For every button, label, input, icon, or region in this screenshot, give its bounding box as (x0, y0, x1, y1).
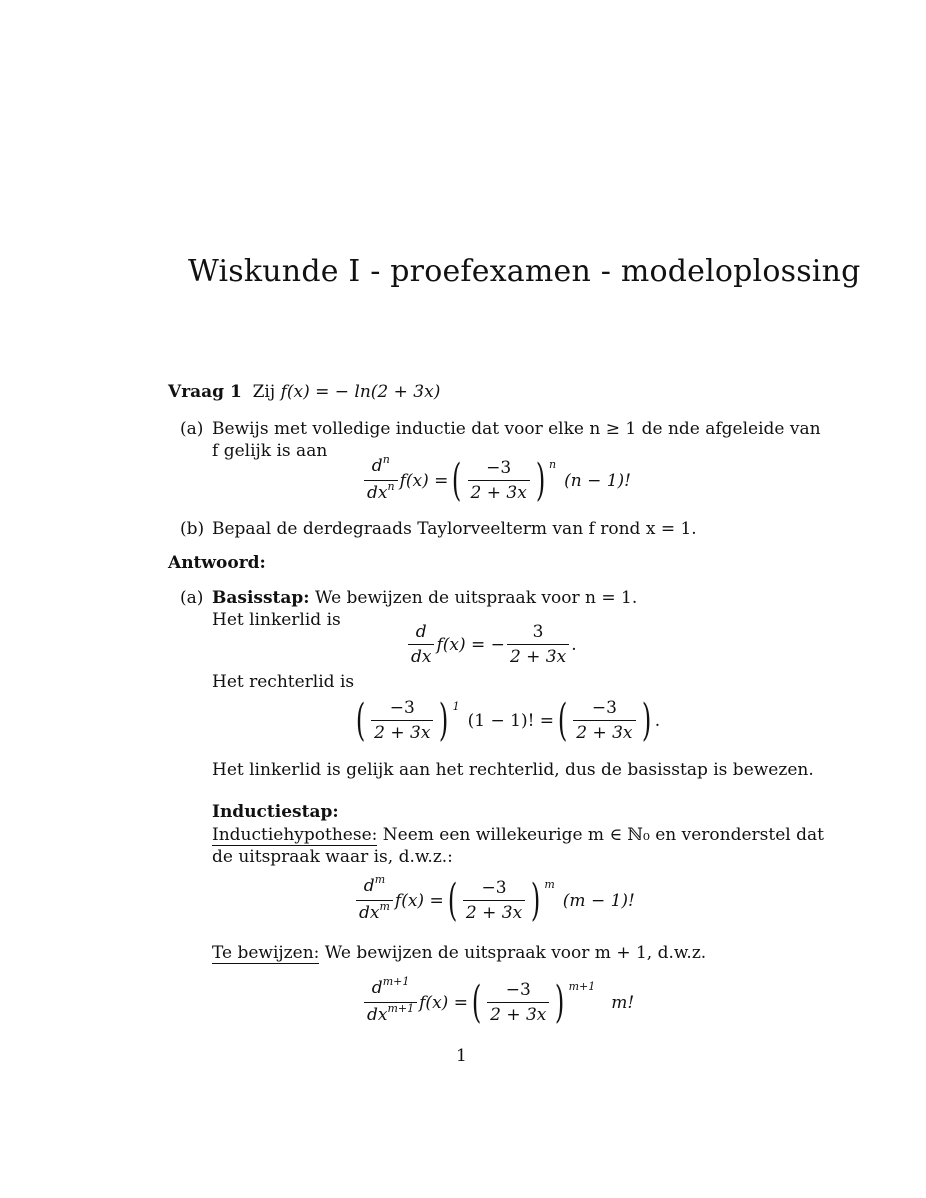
hypothesis-line2: de uitspraak waar is, d.w.z.: (212, 847, 453, 867)
induction-label: Inductiestap: (212, 802, 339, 822)
prove-label: Te bewijzen: (212, 943, 320, 963)
basis-label: Basisstap: (212, 588, 310, 608)
formula-prove: $\frac{d^{m+1}}{dx^{m+1}}$ f(x) = ( $\frac{-3}{2 + 3x}$ ) m+1 m! (362, 978, 634, 1027)
formula-left: $\frac{d}{dx}$ f(x) = − $\frac{3}{2 + 3x}$ . (406, 622, 577, 667)
answer-heading: Antwoord: (168, 553, 266, 573)
formula-hypothesis: $\frac{d^m}{dx^m}$ f(x) = ( $\frac{-3}{2 + 3x}$ ) m (m − 1)! (354, 876, 635, 925)
hypothesis-line (212, 824, 824, 846)
hypothesis-label: Inductiehypothese: (212, 825, 378, 845)
formula-main: $\frac{d^n}{dx^n}$ f(x) = ( $\frac{-3}{2 + 3x}$ ) n (n − 1)! (362, 456, 631, 505)
question-intro: Zij (252, 382, 276, 402)
part-b-label: (b) (180, 519, 205, 539)
page-number: 1 (456, 1046, 467, 1066)
question-label: Vraag 1 (168, 382, 242, 402)
part-a-line1: Bewijs met volledige inductie dat voor elke n ≥ 1 de nde afgeleide van (212, 419, 821, 439)
basis-text: We bewijzen de uitspraak voor n = 1. (315, 588, 638, 608)
question-function: f(x) = − ln(2 + 3x) (280, 382, 441, 402)
question-line (168, 381, 440, 403)
prove-line (212, 942, 706, 964)
basis-line (212, 587, 637, 609)
right-intro: Het rechterlid is (212, 672, 355, 692)
hypothesis-text: Neem een willekeurige m ∈ ℕ₀ en veronderstel dat (382, 825, 824, 845)
left-intro: Het linkerlid is (212, 610, 341, 630)
basis-conclusion: Het linkerlid is gelijk aan het rechterlid, dus de basisstap is bewezen. (212, 760, 814, 780)
part-b-text: Bepaal de derdegraads Taylorveelterm van f rond x = 1. (212, 519, 697, 539)
answer-a-label: (a) (180, 588, 204, 608)
prove-text: We bewijzen de uitspraak voor m + 1, d.w.z. (324, 943, 707, 963)
part-a-label: (a) (180, 419, 204, 439)
formula-right: ( $\frac{-3}{2 + 3x}$ ) 1 (1 − 1)! = ( $\frac{-3}{2 + 3x}$ ) . (355, 694, 661, 746)
page-title: Wiskunde I - proefexamen - modeloplossing (188, 254, 861, 289)
part-a-line2: f gelijk is aan (212, 441, 328, 461)
